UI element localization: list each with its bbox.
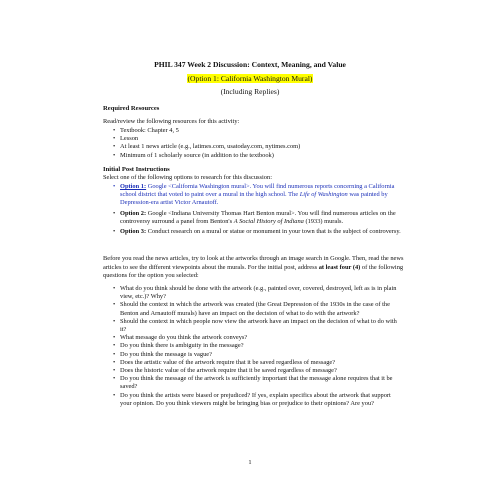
list-item: • What message do you think the artwork conveys?: [103, 334, 403, 342]
document-title: PHIL 347 Week 2 Discussion: Context, Meaning, and Value: [154, 60, 346, 69]
option-1-after: was painted by Depression-era artist Victor Arnautoff.: [120, 191, 388, 207]
before-text: Before you read the news articles, try to look at the artworks through an image search in Google. Then, read the news articles to see the different viewpoints about the murals. For the initial post, address: [103, 255, 404, 271]
option-2-after: (1933) murals.: [305, 217, 344, 225]
option-3-item: [103, 228, 403, 236]
options-list: [103, 183, 403, 236]
option-3-label: Option 3:: [120, 228, 147, 236]
list-item: • At least 1 news article (e.g., latimes.com, usatoday.com, nytimes.com): [103, 143, 403, 151]
initial-post-heading: Initial Post Instructions: [103, 166, 170, 173]
option-1-title: Life of Washington: [299, 191, 348, 199]
before-reading-paragraph: [103, 255, 408, 281]
initial-post-intro: Select one of the following options to research for this discussion:: [103, 174, 272, 181]
list-item: • Lesson: [103, 135, 403, 143]
option-2-item: [103, 210, 403, 226]
list-item: • Do you think the message is vague?: [103, 351, 403, 359]
list-item: • Do you think the artists were biased or prejudiced? If yes, explain specifics about the artwork that support your opinion. Do you think viewers might be bringing bias or prejudice to their opinions? Are you?: [103, 392, 403, 408]
resources-intro: Read/review the following resources for this activity:: [103, 118, 240, 125]
option-1-label: Option 1:: [120, 183, 147, 190]
before-bold: at least four (4): [318, 263, 361, 271]
list-item: • Should the context in which the artwork was created (the Great Depression of the 1930s in the case of the Benton and Arnautoff murals) have an impact on the decision of what to do with the artwork?: [103, 301, 403, 317]
required-resources-heading: Required Resources: [103, 105, 160, 112]
before-after: of the following questions for the option you selected:: [103, 263, 404, 280]
list-item: • Minimum of 1 scholarly source (in addition to the textbook): [103, 152, 403, 160]
list-item: • Do you think there is ambiguity in the message?: [103, 342, 403, 350]
including-replies-text: (Including Replies): [220, 87, 280, 96]
option-3-text: Conduct research on a mural or statue or monument in your town that is the subject of controversy.: [147, 228, 401, 236]
option-1-text: Google <California Washington mural>. You will find numerous reports concerning a California school district that voted to paint over a mural in the high school. The: [120, 183, 395, 199]
page-number: 1: [248, 459, 252, 466]
questions-list: [103, 285, 403, 408]
list-item: • Does the artistic value of the artwork require that it be saved regardless of message?: [103, 359, 403, 367]
option-2-label: Option 2:: [120, 209, 147, 217]
list-item: • Does the historic value of the artwork require that it be saved regardless of message?: [103, 367, 403, 375]
resources-list: [103, 127, 403, 160]
list-item: • What do you think should be done with the artwork (e.g., painted over, covered, destroyed, left as is in plain view, etc.)? Why?: [103, 285, 403, 301]
list-item: • Do you think the message of the artwork is sufficiently important that the message alone requires that it be saved?: [103, 375, 403, 391]
option-2-title: A Social History of Indiana: [233, 217, 304, 225]
option-2-text: Google <Indiana University Thomas Hart Benton mural>. You will find numerous articles on the controversy surround a panel from Benton's: [120, 209, 396, 225]
list-item: • Should the context in which people now view the artwork have an impact on the decision of what to do with it?: [103, 318, 403, 334]
list-item: • Textbook: Chapter 4, 5: [103, 127, 403, 135]
option-1-item: [103, 183, 403, 208]
highlighted-option-text: (Option 1: California Washington Mural): [187, 74, 313, 83]
option-subtitle: [0, 74, 500, 83]
